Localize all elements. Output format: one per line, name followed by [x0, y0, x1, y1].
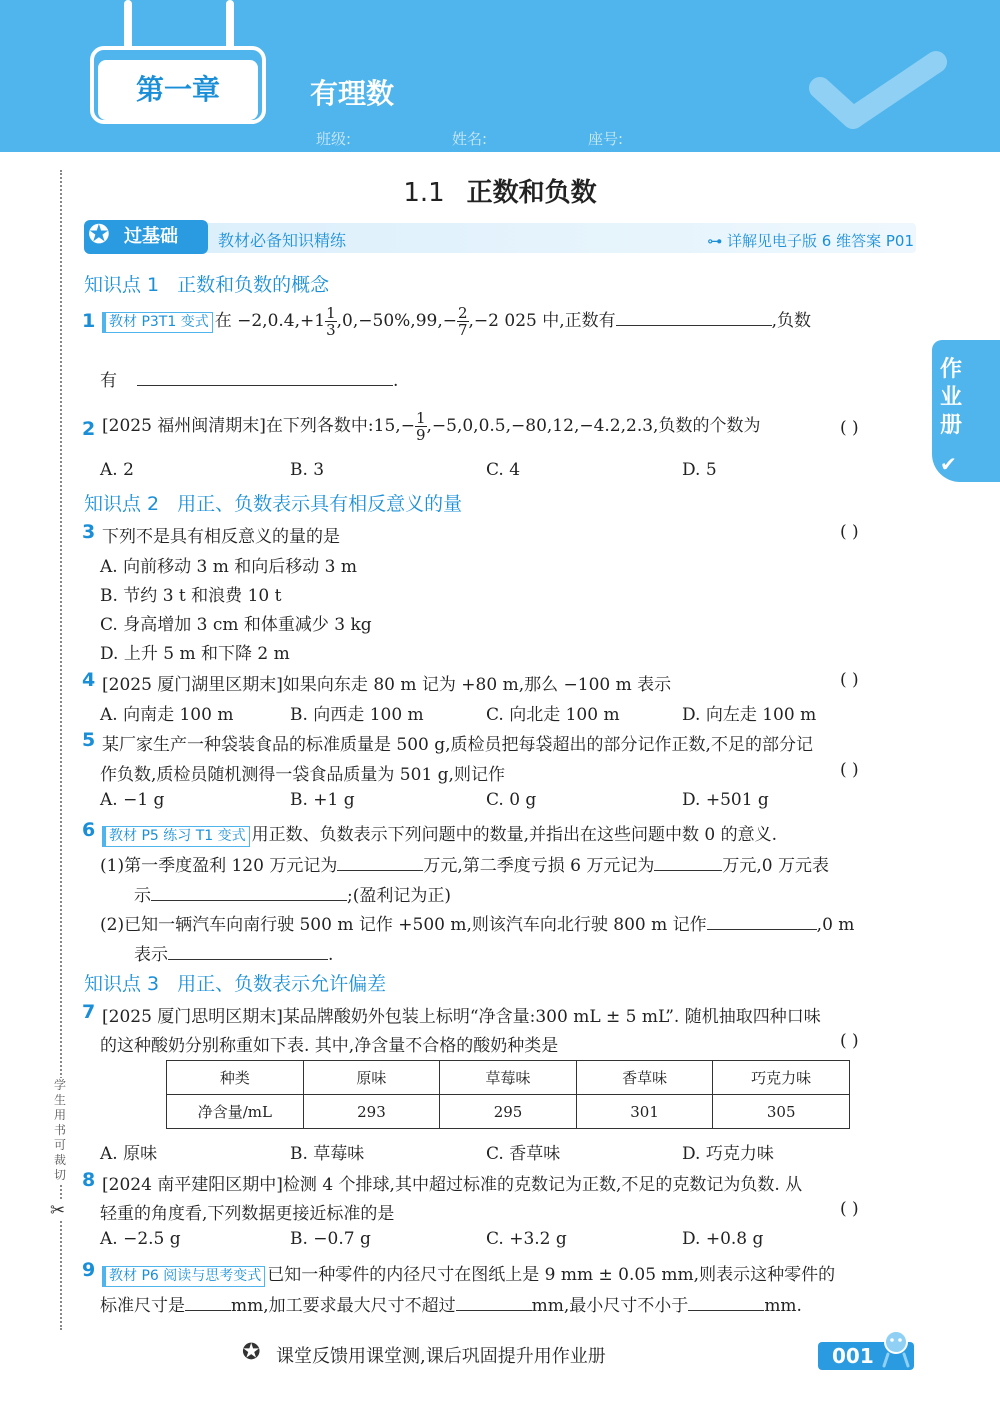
option-a[interactable]: A. 向前移动 3 m 和向后移动 3 m: [100, 557, 357, 577]
page-number: 001: [818, 1342, 914, 1370]
table-cell: 295: [440, 1095, 577, 1129]
textbook-tag: 教材 P5 练习 T1 变式: [102, 826, 250, 847]
question-6-text: 教材 P5 练习 T1 变式 用正数、负数表示下列问题中的数量,并指出在这些问题中数 0 的意义.: [102, 820, 777, 847]
question-8-text: [2024 南平建阳区期中]检测 4 个排球,其中超过标准的克数记为正数,不足的克数记为负数. 从: [102, 1175, 803, 1195]
check-mark-icon: [808, 40, 948, 130]
side-check-icon: ✔: [940, 452, 957, 476]
option-b[interactable]: B. 向西走 100 m: [290, 705, 424, 725]
chapter-title: 有理数: [310, 77, 395, 110]
question-number: 9: [82, 1259, 96, 1281]
option-c[interactable]: C. +3.2 g: [486, 1229, 567, 1249]
answer-blank[interactable]: [707, 914, 817, 930]
option-c[interactable]: C. 身高增加 3 cm 和体重减少 3 kg: [100, 615, 372, 635]
question-number: 3: [82, 521, 96, 543]
option-a[interactable]: A. 向南走 100 m: [100, 705, 234, 725]
yogurt-table: [166, 1060, 850, 1129]
answer-blank[interactable]: [688, 1295, 764, 1311]
answer-blank[interactable]: [168, 944, 328, 960]
question-number: 8: [82, 1169, 96, 1191]
question-4-text: [2025 厦门湖里区期末]如果向东走 80 m 记为 +80 m,那么 −100 m 表示: [102, 675, 672, 695]
table-cell: 原味: [303, 1061, 440, 1095]
star-logo-icon: ✪: [242, 1340, 261, 1365]
table-cell: 种类: [167, 1061, 304, 1095]
answer-blank[interactable]: [456, 1295, 532, 1311]
answer-paren[interactable]: ( ): [840, 1199, 859, 1219]
question-number: 7: [82, 1001, 96, 1023]
question-8-text-cont: 轻重的角度看,下列数据更接近标准的是: [100, 1204, 395, 1224]
name-field: 姓名:: [452, 130, 488, 148]
question-9-text-cont: 标准尺寸是 mm,加工要求最大尺寸不超过 mm,最小尺寸不小于 mm.: [100, 1296, 802, 1316]
option-c[interactable]: C. 4: [486, 460, 521, 480]
banner-badge: 过基础: [84, 220, 208, 254]
question-5-text-cont: 作负数,质检员随机测得一袋食品质量为 501 g,则记作: [100, 765, 505, 785]
question-number: 2: [82, 418, 96, 440]
knowledge-point-1: 知识点 1 正数和负数的概念: [84, 274, 330, 296]
answer-blank[interactable]: [654, 855, 722, 871]
answer-paren[interactable]: ( ): [840, 760, 859, 780]
mascot-icon: [878, 1328, 914, 1368]
table-cell: 巧克力味: [713, 1061, 850, 1095]
seat-field: 座号:: [588, 130, 624, 148]
option-a[interactable]: A. 原味: [100, 1144, 158, 1164]
option-c[interactable]: C. 向北走 100 m: [486, 705, 620, 725]
answer-paren[interactable]: ( ): [840, 522, 859, 542]
option-a[interactable]: A. −2.5 g: [100, 1229, 181, 1249]
option-d[interactable]: D. 上升 5 m 和下降 2 m: [100, 644, 290, 664]
option-b[interactable]: B. 3: [290, 460, 325, 480]
table-cell: 305: [713, 1095, 850, 1129]
option-b[interactable]: B. 草莓味: [290, 1144, 365, 1164]
option-b[interactable]: B. −0.7 g: [290, 1229, 371, 1249]
answer-blank[interactable]: [137, 370, 393, 386]
question-9-text: 教材 P6 阅读与思考变式 已知一种零件的内径尺寸在图纸上是 9 mm ± 0.05 mm,则表示这种零件的: [102, 1260, 835, 1287]
footer-slogan: 课堂反馈用课堂测,课后巩固提升用作业册: [276, 1346, 606, 1367]
question-6-part-2-cont: 表示 .: [134, 945, 334, 965]
fraction: $\frac{2}{7}$: [457, 304, 468, 339]
question-3-text: 下列不是具有相反意义的量的是: [102, 527, 340, 547]
answer-blank[interactable]: [616, 310, 772, 326]
table-cell: 净含量/mL: [167, 1095, 304, 1129]
knowledge-point-2: 知识点 2 用正、负数表示具有相反意义的量: [84, 493, 463, 515]
option-a[interactable]: A. −1 g: [100, 790, 165, 810]
table-cell: 293: [303, 1095, 440, 1129]
option-d[interactable]: D. +0.8 g: [682, 1229, 764, 1249]
table-row: [167, 1095, 850, 1129]
textbook-tag: 教材 P3T1 变式: [102, 312, 213, 333]
scissors-icon: ✂: [50, 1200, 66, 1221]
option-a[interactable]: A. 2: [100, 460, 134, 480]
answer-paren[interactable]: ( ): [840, 670, 859, 690]
option-d[interactable]: D. 5: [682, 460, 717, 480]
question-6-part-2: (2)已知一辆汽车向南行驶 500 m 记作 +500 m,则该汽车向北行驶 800 m 记作 ,0 m: [100, 915, 855, 935]
option-d[interactable]: D. 向左走 100 m: [682, 705, 817, 725]
textbook-tag: 教材 P6 阅读与思考变式: [102, 1266, 265, 1287]
answer-paren[interactable]: ( ): [840, 418, 859, 438]
question-6-part-1-cont: 示 ;(盈利记为正): [134, 886, 451, 906]
question-6-part-1: (1)第一季度盈利 120 万元记为 万元,第二季度亏损 6 万元记为 万元,0 万元表: [100, 856, 829, 876]
key-icon: ⊶: [707, 232, 728, 250]
question-7-text: [2025 厦门思明区期末]某品牌酸奶外包装上标明“净含量:300 mL ± 5 mL”. 随机抽取四种口味: [102, 1007, 821, 1027]
option-c[interactable]: C. 0 g: [486, 790, 537, 810]
question-number: 4: [82, 669, 96, 691]
answer-paren[interactable]: ( ): [840, 1031, 859, 1051]
question-7-text-cont: 的这种酸奶分别称重如下表. 其中,净含量不合格的酸奶种类是: [100, 1036, 559, 1056]
table-cell: 草莓味: [440, 1061, 577, 1095]
answer-blank[interactable]: [185, 1295, 231, 1311]
option-d[interactable]: D. +501 g: [682, 790, 769, 810]
star-mascot-icon: ✪: [88, 220, 110, 250]
section-name: 正数和负数: [466, 178, 597, 208]
option-b[interactable]: B. +1 g: [290, 790, 355, 810]
banner-subtitle: 教材必备知识精练: [218, 231, 347, 250]
question-1-text-cont: 有 .: [100, 371, 399, 391]
cut-note: 学生用书可裁切: [53, 1078, 66, 1182]
answer-blank[interactable]: [337, 855, 423, 871]
fraction: $\frac{1}{9}$: [415, 409, 426, 444]
side-tab-label: 作业册: [939, 357, 962, 438]
option-d[interactable]: D. 巧克力味: [682, 1144, 774, 1164]
question-number: 1: [82, 310, 96, 332]
question-2-text: [2025 福州闽清期末]在下列各数中:15,− $\frac{1}{9}$ ,−5,0,0.5,−80,12,−4.2,2.3,负数的个数为: [102, 409, 761, 444]
section-title: [0, 172, 1000, 209]
answer-blank[interactable]: [151, 885, 347, 901]
question-5-text: 某厂家生产一种袋装食品的标准质量是 500 g,质检员把每袋超出的部分记作正数,不足的部分记: [102, 735, 813, 755]
section-number: 1.1: [403, 178, 445, 208]
table-header-row: [167, 1061, 850, 1095]
class-field: 班级:: [316, 130, 352, 148]
question-number: 6: [82, 819, 96, 841]
question-1-text: 教材 P3T1 变式 在 −2,0.4,+1 $\frac{1}{3}$ ,0,−50%,99,− $\frac{2}{7}$ ,−2 025 中,正数有 ,负数: [102, 305, 811, 338]
fraction: $\frac{1}{3}$: [326, 304, 336, 339]
option-b[interactable]: B. 节约 3 t 和浪费 10 t: [100, 586, 282, 606]
option-c[interactable]: C. 香草味: [486, 1144, 561, 1164]
knowledge-point-3: 知识点 3 用正、负数表示允许偏差: [84, 973, 387, 995]
table-cell: 香草味: [576, 1061, 713, 1095]
answer-note: ⊶ 详解见电子版 6 维答案 P01: [707, 232, 914, 250]
question-number: 5: [82, 729, 96, 751]
table-cell: 301: [576, 1095, 713, 1129]
chapter-label: 第一章: [98, 60, 258, 120]
